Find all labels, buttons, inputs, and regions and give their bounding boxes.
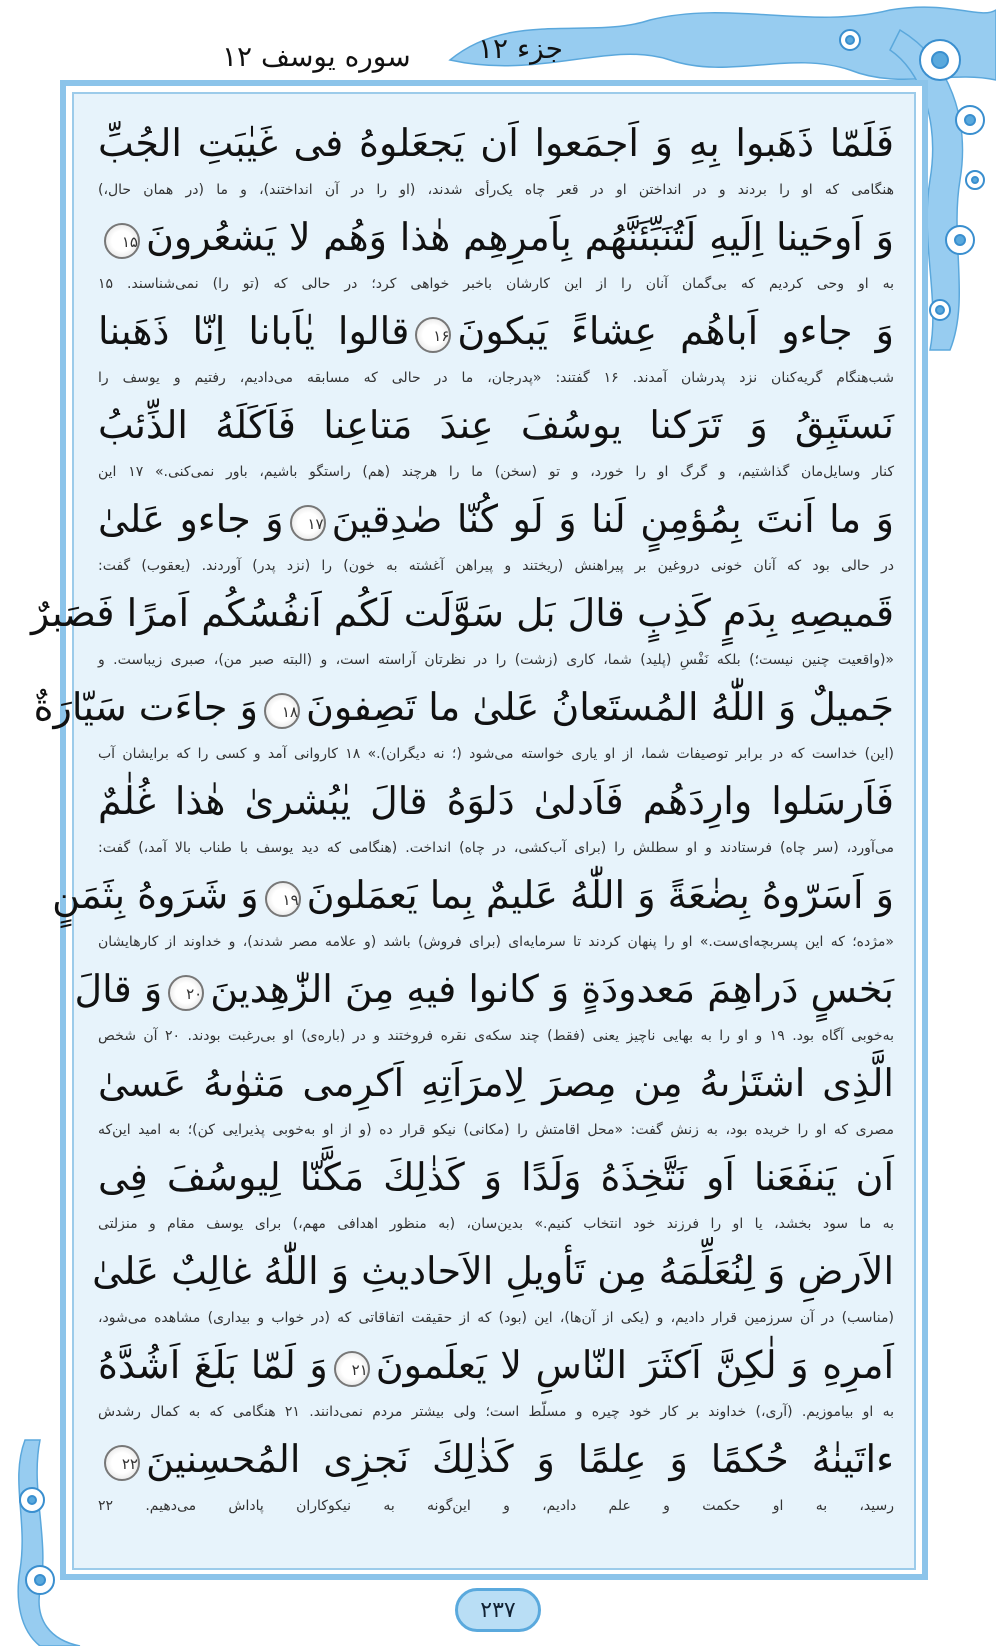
verse-line (31, 580, 894, 646)
translation-line: به ما سود بخشد، یا او را فرزند خود انتخاب کنیم.» بدین‌سان، (به منظور اهدافی مهم،) برای یوسف مقام و منزلتی (98, 1216, 894, 1232)
ayah-number-rosette-icon: ۲۱ (334, 1351, 370, 1387)
translation-line: به‌خوبی آگاه بود. ۱۹ و او را به بهایی ناچیز یعنی (فقط) چند سکه‌ی نقره فروختند و در (باره‌ی) او بی‌رغبت بودند. ۲۰ آن شخص (98, 1028, 894, 1044)
verse-text: ءاتَينٰهُ حُكمًا وَ عِلمًا وَ كَذٰلِكَ نَجزِى المُحسِنينَ (146, 1437, 894, 1481)
translation-line: به او بیاموزیم. (آری،) خداوند بر کار خود چیره و مسلّط است؛ ولی بیشتر مردم نمی‌دانند. ۲۱ هنگامی که به کمال رشدش (98, 1404, 894, 1420)
ayah-number-rosette-icon: ۲۲ (104, 1445, 140, 1481)
verse-text: وَ اَسَرّوهُ بِضٰعَةً وَ اللّٰهُ عَليمٌ بِما يَعمَلونَ (306, 873, 894, 917)
translation-line: «(واقعیت چنین نیست؛) بلکه نَفْسِ (پلید) شما، کاری (زشت) را در نظرتان آراسته است، و (البته صبر من)، صبری زیباست. و (98, 652, 894, 668)
translation-line: به او وحی کردیم که بی‌گمان آنان را از این کارشان باخبر خواهی کرد؛ در حالی که (تو را) نمی‌شناسند. ۱۵ (98, 276, 894, 292)
verse-text-continuation: وَ جاءَت سَيّارَةٌ (33, 685, 258, 729)
juz-label: جزء ۱۲ (478, 32, 563, 65)
verse-text: نَستَبِقُ وَ تَرَكنا يوسُفَ عِندَ مَتاعِنا فَاَكَلَهُ الذِّئبُ (98, 403, 894, 447)
ayah-number-rosette-icon: ۱۵ (104, 223, 140, 259)
translation-line: (مناسب) در آن سرزمین قرار دادیم، و (یکی از آن‌ها)، این (بود) که از حقیقت اتفاقاتی که (در خواب و بیداری) مشاهده می‌شود، (98, 1310, 894, 1326)
translation-line: شب‌هنگام گریه‌کنان نزد پدرشان آمدند. ۱۶ گفتند: «پدرجان، ما در حالی که مسابقه می‌دادیم، رفتیم و یوسف را (98, 370, 894, 386)
verse-line (98, 486, 894, 552)
translation-line: «مژده؛ که این پسربچه‌ای‌ست.» او را پنهان کردند تا سرمایه‌ای (برای فروش) باشد (و علامه مصر شدند)، و خداوند از کارهایشان (98, 934, 894, 950)
verse-text-continuation: وَ قالَ (74, 967, 163, 1011)
verse-text: فَلَمّا ذَهَبوا بِهِ وَ اَجمَعوا اَن يَجعَلوهُ فى غَيٰبَتِ الجُبِّ (98, 121, 894, 165)
verse-text: اَمرِهِ وَ لٰكِنَّ اَكثَرَ النّاسِ لا يَعلَمونَ (375, 1343, 894, 1387)
verse-line (98, 110, 894, 176)
ayah-number-rosette-icon: ۱۸ (264, 693, 300, 729)
verse-line (98, 1144, 894, 1210)
verse-line (98, 768, 894, 834)
verse-text: بَخسٍ دَراهِمَ مَعدودَةٍ وَ كانوا فيهِ مِنَ الزّٰهِدينَ (210, 967, 894, 1011)
translation-line: در حالی بود که آنان خونی دروغین بر پیراهنش (ریختند و پیراهن آغشته به خون) را (نزد پدر) آوردند. (یعقوب) گفت: (98, 558, 894, 574)
translation-line: مصری که او را خریده بود، به زنش گفت: «محل اقامتش را (مکانی) نیکو قرار ده (و از او به‌خوبی پذیرایی کن)؛ به امید این‌که (98, 1122, 894, 1138)
verse-line (98, 1332, 894, 1398)
verse-text: اَن يَنفَعَنا اَو نَتَّخِذَهُ وَلَدًا وَ كَذٰلِكَ مَكَّنّا لِيوسُفَ فِى (98, 1155, 894, 1199)
page-header (0, 22, 996, 82)
verse-line (74, 956, 894, 1022)
verse-text: وَ اَوحَينا اِلَيهِ لَتُنَبِّئَنَّهُم بِاَمرِهِم هٰذا وَهُم لا يَشعُرونَ (146, 215, 894, 259)
ayah-number-rosette-icon: ۱۷ (290, 505, 326, 541)
verse-text-continuation: وَ شَرَوهُ بِثَمَنٍ (52, 873, 259, 917)
translation-line: (این) خداست که در برابر توصیفات شما، از او یاری خواسته می‌شود (؛ نه دیگران).» ۱۸ کاروانی آمد و کسی را که برایشان آب (98, 746, 894, 762)
translation-line: رسید، به او حکمت و علم دادیم، و این‌گونه به نیکوکاران پاداش می‌دهیم. ۲۲ (98, 1498, 894, 1514)
verse-line (33, 674, 894, 740)
verse-text: فَاَرسَلوا وارِدَهُم فَاَدلىٰ دَلوَهُ قالَ يٰبُشرىٰ هٰذا غُلٰمٌ (98, 779, 894, 823)
translation-line: هنگامی که او را بردند و در انداختن او در قعر چاه یک‌رأی شدند، (او را در آن انداختند)، و ما (در همان حال،) (98, 182, 894, 198)
verse-line (98, 392, 894, 458)
verse-text: وَ جاءو اَباهُم عِشاءً يَبكونَ (457, 309, 894, 353)
verse-line (92, 1238, 894, 1304)
ayah-number-rosette-icon: ۲۰ (168, 975, 204, 1011)
page-number: ۲۳۷ (455, 1588, 541, 1632)
verse-text-continuation: وَ جاءو عَلىٰ (98, 497, 284, 541)
verse-text: قَميصِهِ بِدَمٍ كَذِبٍ قالَ بَل سَوَّلَت لَكُم اَنفُسُكُم اَمرًا فَصَبرٌ (31, 591, 894, 635)
verse-line (98, 298, 894, 364)
surah-title: سوره یوسف ۱۲ (222, 40, 411, 73)
verse-line (52, 862, 894, 928)
verse-text: وَ ما اَنتَ بِمُؤمِنٍ لَنا وَ لَو كُنّا صٰدِقينَ (331, 497, 894, 541)
verse-text-continuation: قالوا يٰاَبانا اِنّا ذَهَبنا (98, 309, 410, 353)
quran-text-block (31, 110, 894, 1550)
verse-line (98, 1050, 894, 1116)
translation-line: می‌آورد، (سر چاه) فرستادند و او سطلش را (برای آب‌کشی، در چاه) انداخت. (هنگامی که دید یوسف با طناب بالا آمد،) گفت: (98, 840, 894, 856)
ayah-number-rosette-icon: ۱۹ (265, 881, 301, 917)
translation-line: کنار وسایل‌مان گذاشتیم، و گرگ او را خورد، و تو (سخن) ما را هرچند (هم) راستگو باشیم، باور نمی‌کنی.» ۱۷ این (98, 464, 894, 480)
verse-text: الاَرضِ وَ لِنُعَلِّمَهُ مِن تَأويلِ الاَحاديثِ وَ اللّٰهُ غالِبٌ عَلىٰ (92, 1249, 894, 1293)
verse-line (98, 204, 894, 270)
verse-text: الَّذِى اشتَرٰىهُ مِن مِصرَ لِامرَاَتِهِ اَكرِمى مَثوٰىهُ عَسىٰ (98, 1061, 894, 1105)
verse-text: جَميلٌ وَ اللّٰهُ المُستَعانُ عَلىٰ ما تَصِفونَ (305, 685, 894, 729)
verse-line (98, 1426, 894, 1492)
ayah-number-rosette-icon: ۱۶ (415, 317, 451, 353)
verse-text-continuation: وَ لَمّا بَلَغَ اَشُدَّهُ (98, 1343, 328, 1387)
